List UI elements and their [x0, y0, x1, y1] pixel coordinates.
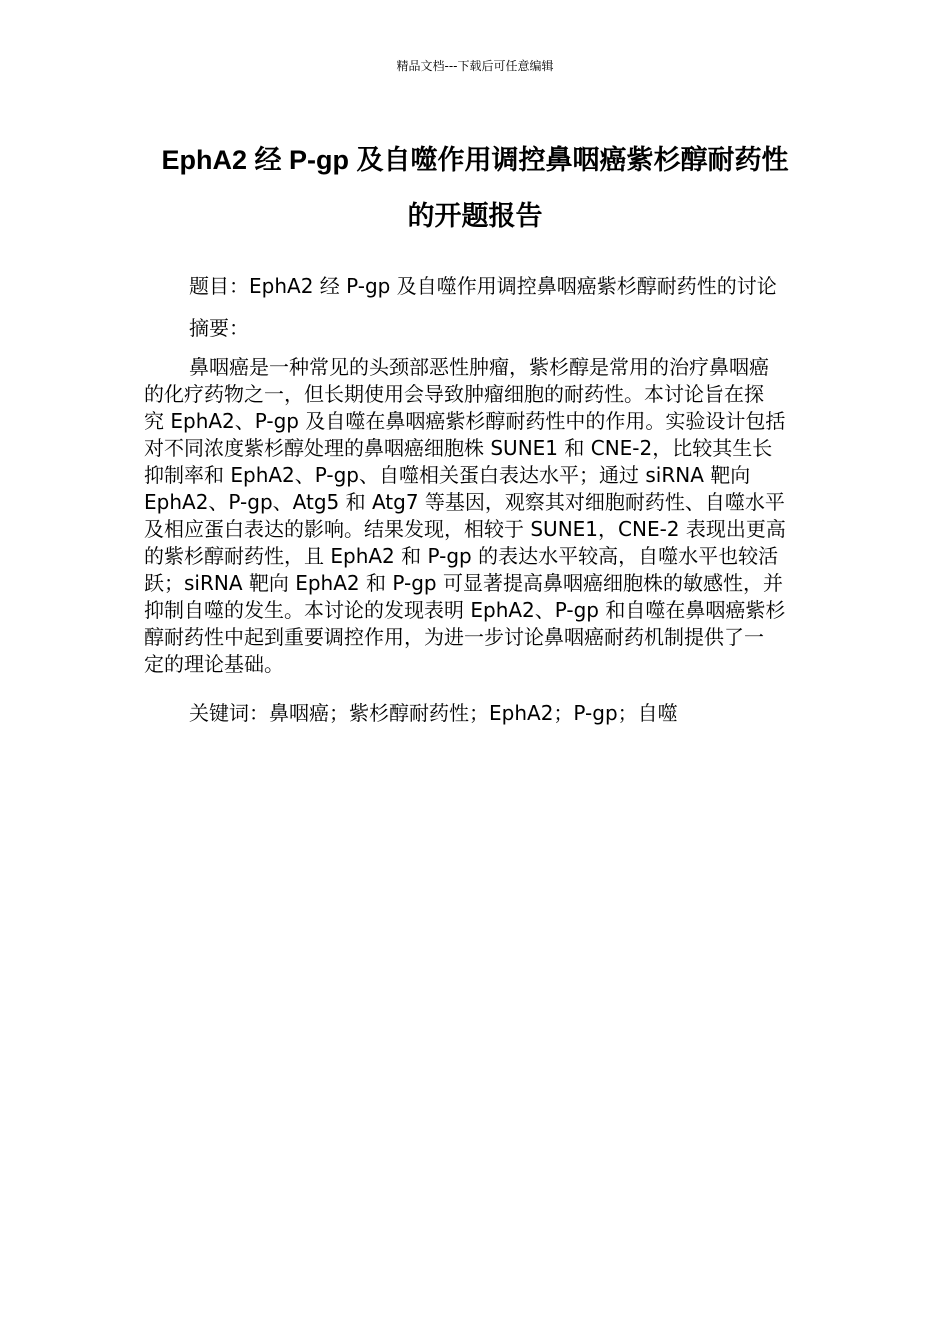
document-title-line-1: EphA2 经 P-gp 及自噬作用调控鼻咽癌紫杉醇耐药性	[161, 145, 789, 175]
document-title-line-2: 的开题报告	[407, 201, 543, 231]
abstract-line: 抑制率和 EphA2、P-gp、自噬相关蛋白表达水平；通过 siRNA 靶向	[144, 463, 751, 487]
abstract-line: 究 EphA2、P-gp 及自噬在鼻咽癌紫杉醇耐药性中的作用。实验设计包括	[144, 409, 786, 433]
abstract-line: 鼻咽癌是一种常见的头颈部恶性肿瘤，紫杉醇是常用的治疗鼻咽癌	[189, 355, 769, 379]
document-title	[140, 132, 810, 244]
topic-line: 题目：EphA2 经 P-gp 及自噬作用调控鼻咽癌紫杉醇耐药性的讨论	[189, 274, 777, 298]
keywords-line: 关键词：鼻咽癌；紫杉醇耐药性；EphA2；P-gp；自噬	[189, 701, 678, 725]
abstract-line: 抑制自噬的发生。本讨论的发现表明 EphA2、P-gp 和自噬在鼻咽癌紫杉	[144, 598, 786, 622]
abstract-line: 及相应蛋白表达的影响。结果发现，相较于 SUNE1，CNE-2 表现出更高	[144, 517, 786, 541]
page-header-note: 精品文档---下载后可任意编辑	[396, 59, 554, 73]
abstract-line: 定的理论基础。	[144, 652, 284, 676]
abstract-line: 的紫杉醇耐药性，且 EphA2 和 P-gp 的表达水平较高，自噬水平也较活	[144, 544, 779, 568]
abstract-line: 跃；siRNA 靶向 EphA2 和 P-gp 可显著提高鼻咽癌细胞株的敏感性，并	[144, 571, 783, 595]
abstract-line: 对不同浓度紫杉醇处理的鼻咽癌细胞株 SUNE1 和 CNE-2，比较其生长	[144, 436, 773, 460]
abstract-label: 摘要：	[189, 316, 249, 340]
abstract-line: 醇耐药性中起到重要调控作用，为进一步讨论鼻咽癌耐药机制提供了一	[144, 625, 764, 649]
abstract-line: 的化疗药物之一，但长期使用会导致肿瘤细胞的耐药性。本讨论旨在探	[144, 382, 764, 406]
abstract-body	[144, 354, 806, 678]
abstract-line: EphA2、P-gp、Atg5 和 Atg7 等基因，观察其对细胞耐药性、自噬水平	[144, 490, 785, 514]
